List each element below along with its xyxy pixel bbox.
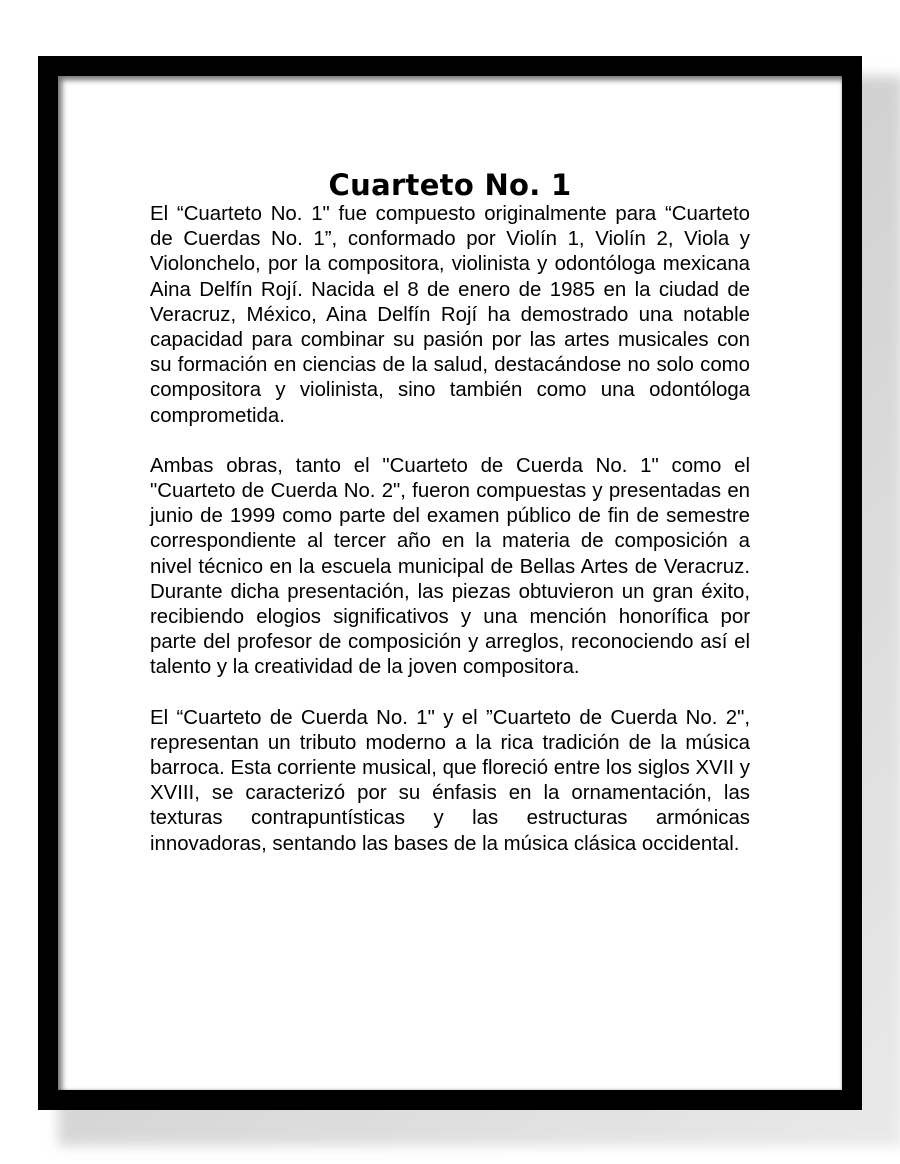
picture-frame [38,56,862,1110]
paragraph-premiere: Ambas obras, tanto el "Cuarteto de Cuerda No. 1" como el "Cuarteto de Cuerda No. 2", fueron compuestas y presentadas en junio de 1999 como parte del examen público de fin de semestre correspondiente al tercer año en la materia de composición a nivel técnico en la escuela municipal de Bellas Artes de Veracruz. Durante dicha presentación, las piezas obtuvieron un gran éxito, recibiendo elogios significativos y una mención honorífica por parte del profesor de composición y arreglos, reconociendo así el talento y la creatividad de la joven compositora. [150,454,750,679]
document-body [150,168,750,882]
frame-mat [58,76,842,1090]
paragraph-baroque-tribute: El “Cuarteto de Cuerda No. 1" y el ”Cuarteto de Cuerda No. 2", representan un tributo moderno a la rica tradición de la música barroca. Esta corriente musical, que floreció entre los siglos XVII y XVIII, se caracterizó por su énfasis en la ornamentación, las texturas contrapuntísticas y las estructuras armónicas innovadoras, sentando las bases de la música clásica occidental. [150,706,750,855]
paragraph-composer-bio: El “Cuarteto No. 1" fue compuesto originalmente para “Cuarteto de Cuerdas No. 1”, conformado por Violín 1, Violín 2, Viola y Violonchelo, por la compositora, violinista y odontóloga mexicana Aina Delfín Rojí. Nacida el 8 de enero de 1985 en la ciudad de Veracruz, México, Aina Delfín Rojí ha demostrado una notable capacidad para combinar su pasión por las artes musicales con su formación en ciencias de la salud, destacándose no solo como compositora y violinista, sino también como una odontóloga comprometida. [150,203,750,427]
document-title: Cuarteto No. 1 [328,168,572,202]
